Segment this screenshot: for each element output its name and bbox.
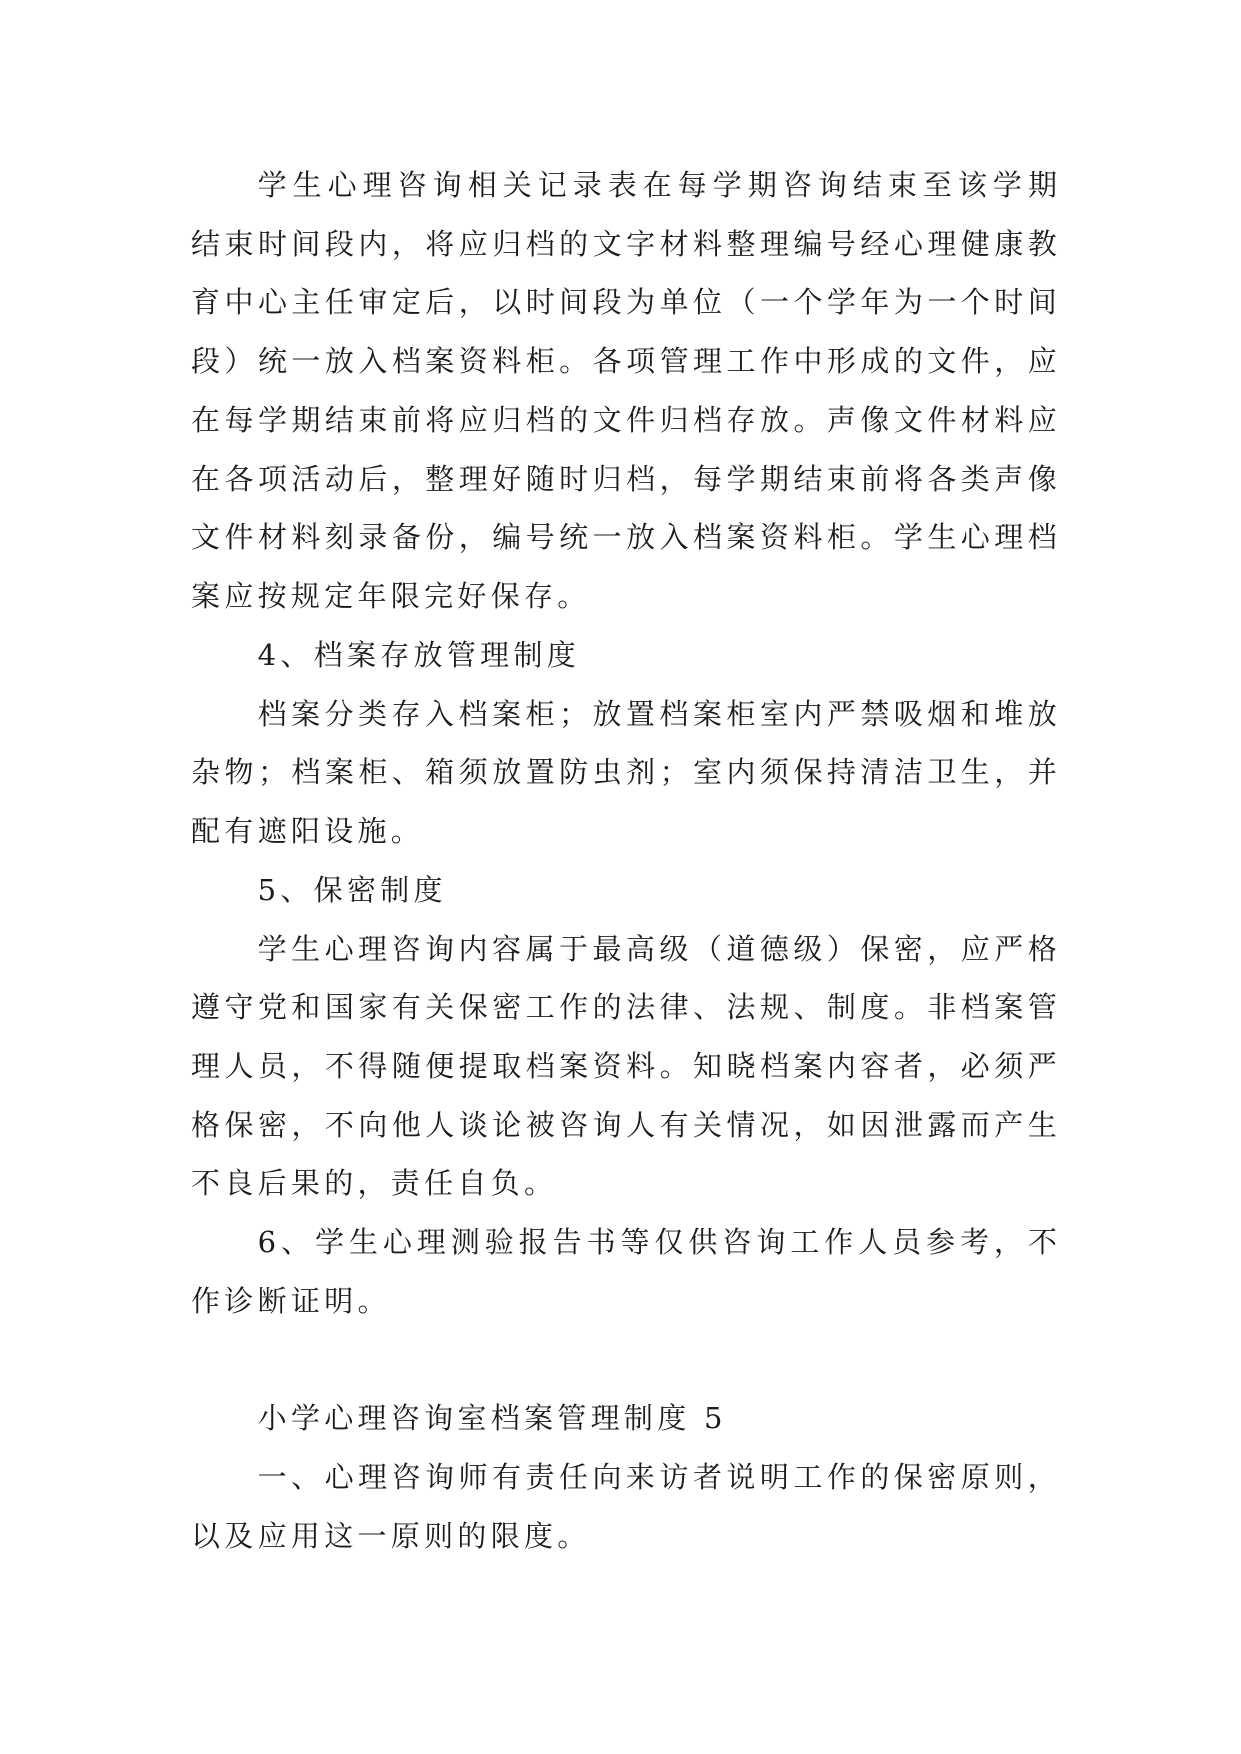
continued-paragraph	[191, 156, 1057, 626]
paragraph-line: 不良后果的，责任自负。	[191, 1166, 558, 1201]
section-paragraph	[191, 685, 1057, 861]
section-heading: 5、保密制度	[257, 872, 447, 907]
paragraph-line: 作诊断证明。	[191, 1283, 391, 1318]
item-paragraph	[191, 1448, 1057, 1565]
paragraph-line: 以及应用这一原则的限度。	[191, 1518, 591, 1553]
paragraph-line: 6 、 学 生 心 理 测 验 报 告 书 等 仅 供 咨 询 工 作 人 员 参 考 ， 不	[257, 1225, 1057, 1260]
paragraph-line: 学 生 心 理 咨 询 相 关 记 录 表 在 每 学 期 咨 询 结 束 至 该 学 期	[257, 168, 1057, 202]
paragraph-line: 理 人 员 ， 不 得 随 便 提 取 档 案 资 料 。 知 晓 档 案 内 容 者 ， 必 须 严	[191, 1049, 1057, 1084]
paragraph-line: 结 束 时 间 段 内 ， 将 应 归 档 的 文 字 材 料 整 理 编 号 经 心 理 健 康 教	[191, 226, 1057, 261]
document-body	[191, 156, 1057, 1566]
section-heading: 4、档案存放管理制度	[257, 637, 581, 672]
paragraph-line: 配有遮阳设施。	[191, 814, 425, 849]
paragraph-line: 在 各 项 活 动 后 ， 整 理 好 随 时 归 档 ， 每 学 期 结 束 前 将 各 类 声 像	[191, 461, 1057, 496]
paragraph-line: 育 中 心 主 任 审 定 后 ， 以 时 间 段 为 单 位 （ 一 个 学 年 为 一 个 时 间	[191, 285, 1057, 320]
item-paragraph	[191, 1213, 1057, 1330]
paragraph-line: 学 生 心 理 咨 询 内 容 属 于 最 高 级 （ 道 德 级 ） 保 密 ， 应 严 格	[257, 931, 1057, 966]
blank-line	[191, 1331, 1057, 1390]
paragraph-line: 段 ） 统 一 放 入 档 案 资 料 柜 。 各 项 管 理 工 作 中 形 成 的 文 件 ， 应	[191, 344, 1057, 379]
paragraph-line: 在 每 学 期 结 束 前 将 应 归 档 的 文 件 归 档 存 放 。 声 像 文 件 材 料 应	[191, 402, 1057, 437]
paragraph-line: 档 案 分 类 存 入 档 案 柜 ； 放 置 档 案 柜 室 内 严 禁 吸 烟 和 堆 放	[257, 696, 1057, 731]
document-title: 小学心理咨询室档案管理制度 5	[257, 1401, 727, 1436]
paragraph-line: 一 、 心 理 咨 询 师 有 责 任 向 来 访 者 说 明 工 作 的 保 密 原 则 ，	[257, 1460, 1057, 1495]
paragraph-line: 遵 守 党 和 国 家 有 关 保 密 工 作 的 法 律 、 法 规 、 制 度 。 非 档 案 管	[191, 990, 1057, 1025]
paragraph-line: 案应按规定年限完好保存。	[191, 579, 591, 614]
paragraph-line: 格 保 密 ， 不 向 他 人 谈 论 被 咨 询 人 有 关 情 况 ， 如 因 泄 露 而 产 生	[191, 1107, 1057, 1142]
paragraph-line: 杂 物 ； 档 案 柜 、 箱 须 放 置 防 虫 剂 ； 室 内 须 保 持 清 洁 卫 生 ， 并	[191, 755, 1057, 790]
section-paragraph	[191, 920, 1057, 1214]
paragraph-line: 文 件 材 料 刻 录 备 份 ， 编 号 统 一 放 入 档 案 资 料 柜 。 学 生 心 理 档	[191, 520, 1057, 555]
